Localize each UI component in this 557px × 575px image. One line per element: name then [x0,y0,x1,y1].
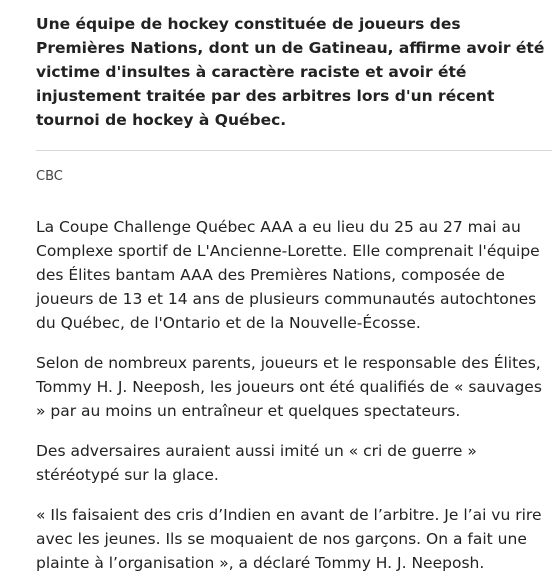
article-lede: Une équipe de hockey constituée de joueurs des Premières Nations, dont un de Gatineau, affirme avoir été victime d'insultes à caractère raciste et avoir été injustement traitée par des arbitres lors d'un récent tournoi de hockey à Québec. [36,15,545,129]
paragraph: « Ils faisaient des cris d’Indien en avant de l’arbitre. Je l’ai vu rire avec les jeunes. Ils se moquaient de nos garçons. On a fait une plainte à l’organisation », a déclaré Tommy H. J. Neeposh. [36,506,542,572]
article-body [36,215,546,575]
paragraph: La Coupe Challenge Québec AAA a eu lieu du 25 au 27 mai au Complexe sportif de L'Ancienne-Lorette. Elle comprenait l'équipe des Élites bantam AAA des Premières Nations, composée de joueurs de 13 et 14 ans de plusieurs communautés autochtones du Québec, de l'Ontario et de la Nouvelle-Écosse. [36,218,540,332]
paragraph: Selon de nombreux parents, joueurs et le responsable des Élites, Tommy H. J. Neeposh, les joueurs ont été qualifiés de « sauvages » par au moins un entraîneur et quelques spectateurs. [36,354,542,420]
source-credit: CBC [36,169,63,184]
paragraph: Des adversaires auraient aussi imité un « cri de guerre » stéréotypé sur la glace. [36,442,477,484]
